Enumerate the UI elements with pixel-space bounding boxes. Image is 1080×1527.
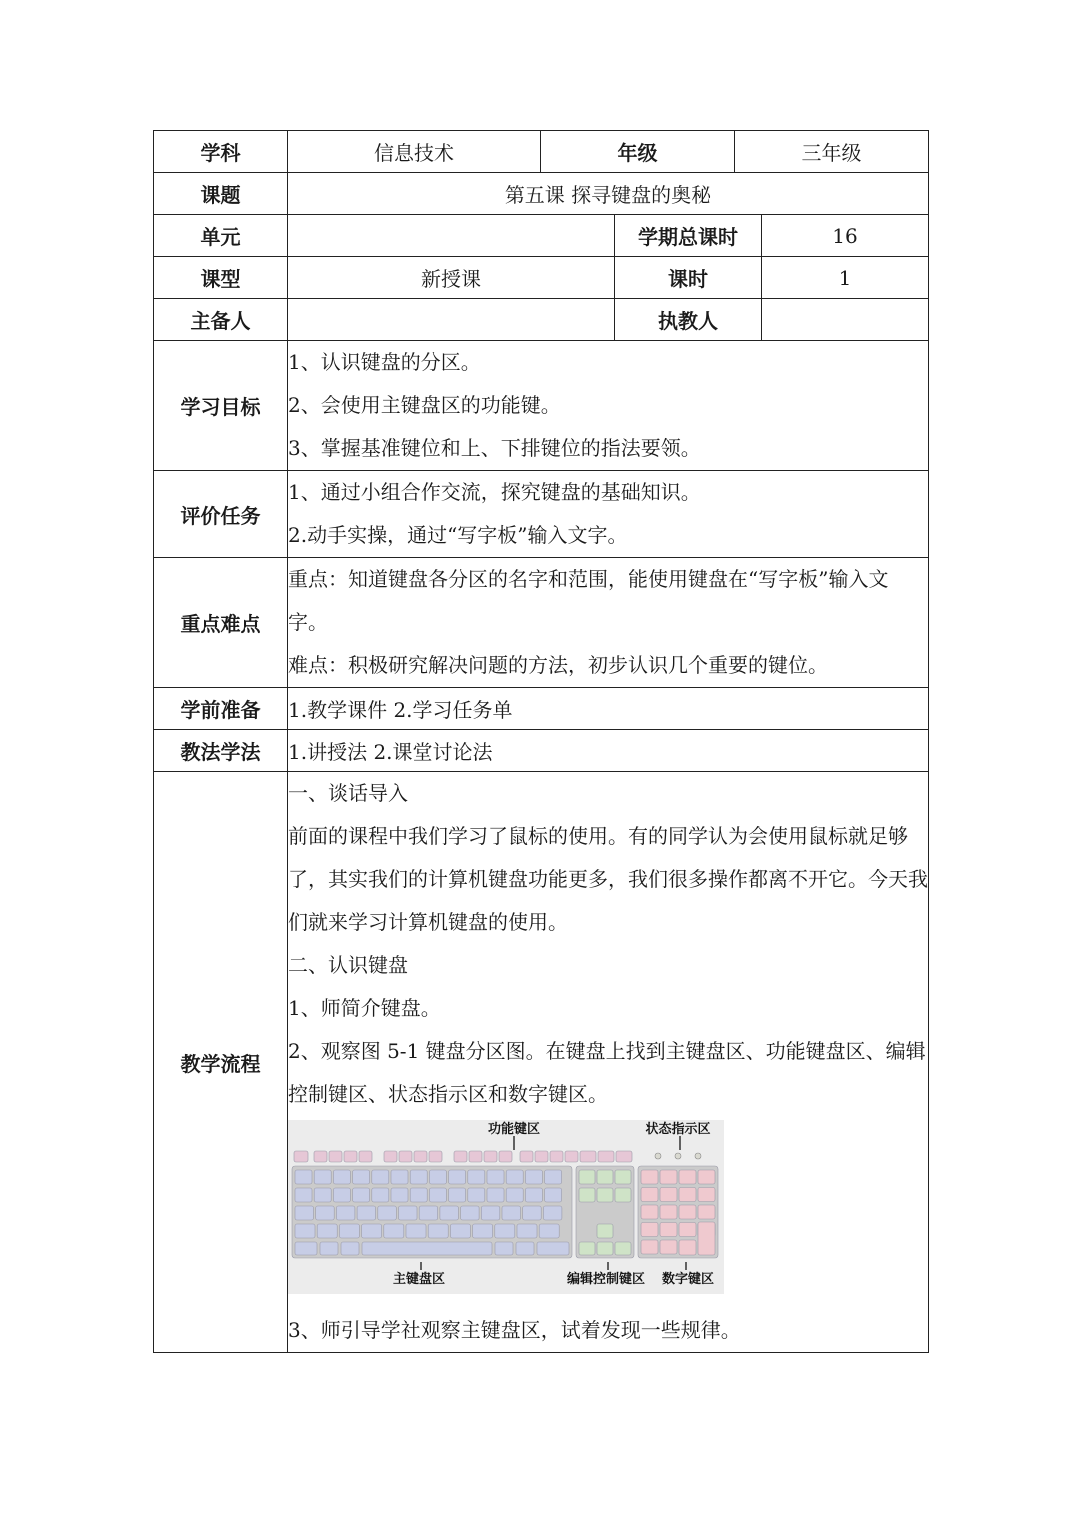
edit-key <box>597 1170 613 1184</box>
numpad-key <box>660 1170 677 1184</box>
main-key <box>372 1170 389 1184</box>
objective-item: 2、会使用主键盘区的功能键。 <box>288 393 561 417</box>
edit-zone-label: 编辑控制键区 <box>566 1272 646 1287</box>
alt-key <box>341 1242 359 1255</box>
main-key <box>495 1224 515 1238</box>
keyboard-figure <box>288 1116 928 1309</box>
function-key <box>469 1151 482 1162</box>
function-key <box>598 1151 614 1162</box>
main-key <box>362 1224 382 1238</box>
main-key <box>506 1188 523 1202</box>
main-key <box>429 1170 446 1184</box>
main-key <box>384 1224 404 1238</box>
lesson-type-label: 课型 <box>154 257 288 299</box>
main-key <box>450 1224 470 1238</box>
main-key <box>449 1170 466 1184</box>
objectives-label: 学习目标 <box>154 341 288 471</box>
numpad-key <box>698 1188 715 1202</box>
alt-key <box>495 1242 513 1255</box>
preparer-label: 主备人 <box>154 299 288 341</box>
numpad-key <box>679 1223 696 1237</box>
main-key <box>410 1170 427 1184</box>
status-light <box>695 1153 701 1159</box>
status-zone-label: 状态指示区 <box>645 1122 711 1137</box>
objective-item: 3、掌握基准键位和上、下排键位的指法要领。 <box>288 436 701 460</box>
function-key <box>429 1151 442 1162</box>
main-key <box>378 1206 397 1220</box>
function-key <box>454 1151 467 1162</box>
subject-value: 信息技术 <box>288 131 541 173</box>
status-light <box>675 1153 681 1159</box>
main-key <box>336 1206 355 1220</box>
evaluation-content <box>288 471 929 558</box>
main-key <box>449 1188 466 1202</box>
main-key <box>406 1224 426 1238</box>
function-key <box>484 1151 497 1162</box>
grade-value: 三年级 <box>735 131 929 173</box>
function-key <box>359 1151 372 1162</box>
main-key <box>440 1206 459 1220</box>
space-key <box>362 1242 492 1255</box>
main-key <box>461 1206 480 1220</box>
preparer-value <box>288 299 615 341</box>
numpad-key <box>641 1223 658 1237</box>
main-key <box>333 1170 350 1184</box>
evaluation-item: 1、通过小组合作交流，探究键盘的基础知识。 <box>288 480 701 504</box>
main-key <box>333 1188 350 1202</box>
main-key <box>429 1188 446 1202</box>
process-line: 3、师引导学社观察主键盘区，试着发现一些规律。 <box>288 1318 741 1342</box>
function-zone-label: 功能键区 <box>487 1122 541 1137</box>
esc-key <box>294 1151 308 1162</box>
topic-value: 第五课 探寻键盘的奥秘 <box>288 173 929 215</box>
topic-label: 课题 <box>154 173 288 215</box>
class-hours-label: 课时 <box>615 257 762 299</box>
numpad-key <box>698 1170 715 1184</box>
main-key <box>545 1188 562 1202</box>
unit-label: 单元 <box>154 215 288 257</box>
main-key <box>314 1170 331 1184</box>
main-key <box>525 1170 542 1184</box>
process-content <box>288 772 929 1353</box>
win-key <box>320 1242 338 1255</box>
edit-key <box>615 1188 631 1202</box>
main-key <box>295 1170 312 1184</box>
function-key <box>520 1151 533 1162</box>
numpad-key <box>679 1170 696 1184</box>
class-hours-value: 1 <box>762 257 929 299</box>
keyboard-keys <box>292 1151 718 1258</box>
numpad-key <box>641 1188 658 1202</box>
function-key <box>344 1151 357 1162</box>
main-key <box>428 1224 448 1238</box>
preparation-label: 学前准备 <box>154 688 288 730</box>
main-key <box>353 1170 370 1184</box>
main-key <box>410 1188 427 1202</box>
numpad-key <box>698 1205 715 1219</box>
function-key <box>329 1151 342 1162</box>
teacher-value <box>762 299 929 341</box>
keyboard-zones-image <box>288 1120 724 1294</box>
main-key <box>517 1224 537 1238</box>
edit-key <box>615 1170 631 1184</box>
main-key <box>314 1188 331 1202</box>
numpad-key <box>641 1205 658 1219</box>
arrow-up-key <box>597 1224 613 1238</box>
arrow-key <box>579 1242 595 1255</box>
main-key <box>295 1188 312 1202</box>
arrow-key <box>615 1242 631 1255</box>
main-key <box>339 1224 359 1238</box>
main-key <box>353 1188 370 1202</box>
function-key <box>399 1151 412 1162</box>
function-key <box>499 1151 512 1162</box>
main-key <box>399 1206 418 1220</box>
main-key <box>372 1188 389 1202</box>
total-hours-value: 16 <box>762 215 929 257</box>
difficulty-text: 难点：积极研究解决问题的方法，初步认识几个重要的键位。 <box>288 653 828 677</box>
process-paragraph: 2、观察图 5-1 键盘分区图。在键盘上找到主键盘区、功能键盘区、编辑控制键区、状态指示区和数字键区。 <box>288 1039 926 1106</box>
total-hours-label: 学期总课时 <box>615 215 762 257</box>
process-line: 二、认识键盘 <box>288 953 408 977</box>
process-label: 教学流程 <box>154 772 288 1353</box>
numpad-key <box>660 1205 677 1219</box>
main-key <box>545 1170 562 1184</box>
main-key <box>539 1224 559 1238</box>
methods-label: 教法学法 <box>154 730 288 772</box>
numpad-enter-key <box>698 1222 715 1255</box>
function-key <box>565 1151 578 1162</box>
main-key <box>295 1224 315 1238</box>
numpad-key <box>660 1240 677 1254</box>
function-key <box>616 1151 632 1162</box>
preparation-text: 1.教学课件 2.学习任务单 <box>288 688 929 730</box>
numpad-key <box>660 1188 677 1202</box>
process-line: 1、师简介键盘。 <box>288 996 441 1020</box>
win-key <box>516 1242 534 1255</box>
teacher-label: 执教人 <box>615 299 762 341</box>
grade-label: 年级 <box>541 131 735 173</box>
main-key <box>317 1224 337 1238</box>
objectives-content <box>288 341 929 471</box>
main-key <box>506 1170 523 1184</box>
main-key <box>295 1206 314 1220</box>
function-key <box>384 1151 397 1162</box>
function-key <box>314 1151 327 1162</box>
edit-key <box>579 1188 595 1202</box>
subject-label: 学科 <box>154 131 288 173</box>
process-paragraph: 前面的课程中我们学习了鼠标的使用。有的同学认为会使用鼠标就足够了，其实我们的计算机键盘功能更多，我们很多操作都离不开它。今天我们就来学习计算机键盘的使用。 <box>288 824 928 934</box>
numpad-key <box>641 1170 658 1184</box>
main-key <box>391 1170 408 1184</box>
edit-key <box>579 1170 595 1184</box>
main-key <box>502 1206 521 1220</box>
numpad-key <box>679 1240 696 1255</box>
numpad-zone-label: 数字键区 <box>661 1272 715 1287</box>
main-key <box>357 1206 376 1220</box>
main-key <box>473 1224 493 1238</box>
function-key <box>580 1151 596 1162</box>
lesson-type-value: 新授课 <box>288 257 615 299</box>
status-light <box>655 1153 661 1159</box>
main-key <box>419 1206 438 1220</box>
lesson-plan-table <box>153 130 929 1353</box>
numpad-key <box>641 1240 658 1254</box>
arrow-key <box>597 1242 613 1255</box>
main-key <box>391 1188 408 1202</box>
main-key <box>468 1188 485 1202</box>
numpad-key <box>679 1205 696 1219</box>
numpad-key <box>679 1188 696 1202</box>
main-key <box>468 1170 485 1184</box>
main-key <box>487 1188 504 1202</box>
ctrl-key <box>537 1242 569 1255</box>
ctrl-key <box>295 1242 317 1255</box>
function-key <box>414 1151 427 1162</box>
main-zone-label: 主键盘区 <box>392 1272 446 1287</box>
process-line: 一、谈话导入 <box>288 781 408 805</box>
key-point-text: 重点：知道键盘各分区的名字和范围，能使用键盘在“写字板”输入文字。 <box>288 567 889 634</box>
edit-key <box>597 1188 613 1202</box>
keypoints-content <box>288 558 929 688</box>
main-key <box>487 1170 504 1184</box>
numpad-key <box>660 1223 677 1237</box>
unit-value <box>288 215 615 257</box>
function-key <box>535 1151 548 1162</box>
main-key <box>316 1206 335 1220</box>
main-key <box>525 1188 542 1202</box>
objective-item: 1、认识键盘的分区。 <box>288 350 481 374</box>
evaluation-label: 评价任务 <box>154 471 288 558</box>
main-key <box>481 1206 500 1220</box>
keypoints-label: 重点难点 <box>154 558 288 688</box>
evaluation-item: 2.动手实操，通过“写字板”输入文字。 <box>288 523 628 547</box>
methods-text: 1.讲授法 2.课堂讨论法 <box>288 730 929 772</box>
main-key <box>543 1206 562 1220</box>
function-key <box>550 1151 563 1162</box>
main-key <box>523 1206 542 1220</box>
